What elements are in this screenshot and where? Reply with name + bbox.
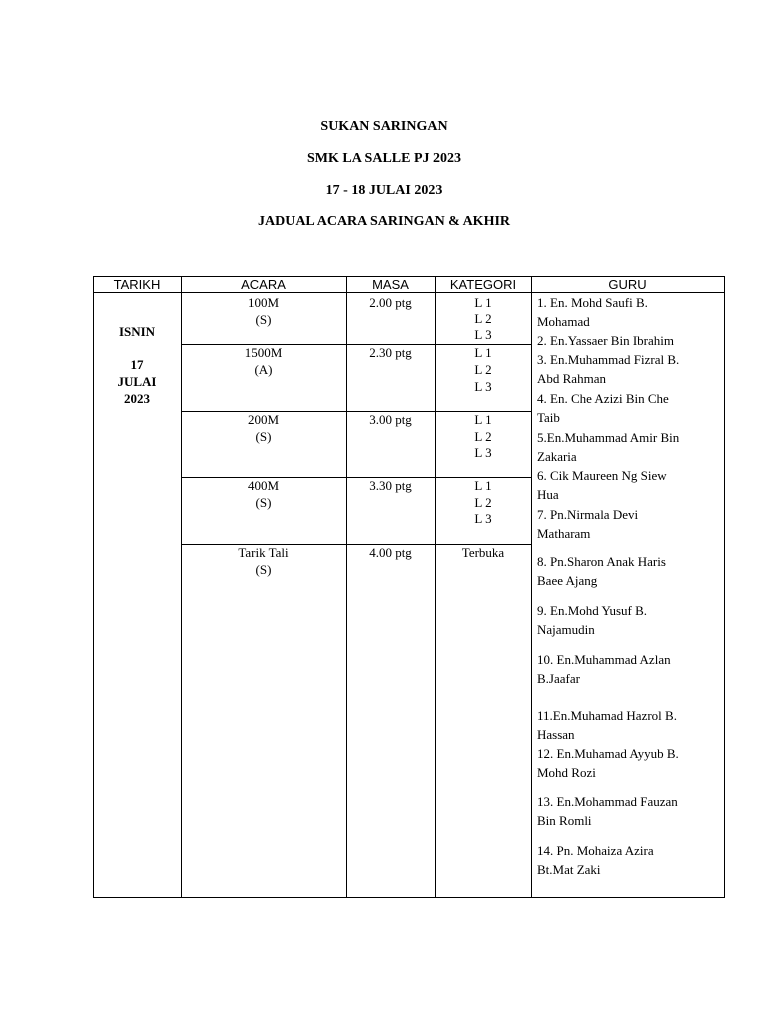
teacher-item: [537, 552, 717, 590]
teacher-name-line: 3. En.Muhammad Fizral B.: [537, 352, 680, 367]
event-name: 100M: [247, 295, 280, 310]
teacher-name-line: 7. Pn.Nirmala Devi: [537, 507, 639, 522]
event-type: (S): [255, 562, 272, 577]
schedule-table: [93, 276, 725, 898]
teacher-item: [537, 466, 717, 504]
teacher-name-line: 12. En.Muhamad Ayyub B.: [537, 746, 679, 761]
event-name: Tarik Tali: [238, 545, 289, 560]
teacher-item: [537, 389, 717, 427]
event-type: (S): [255, 495, 272, 510]
event-time: 3.00 ptg: [369, 412, 412, 427]
teacher-item: [537, 841, 717, 879]
teacher-item: [537, 792, 717, 830]
teacher-name-line: Bin Romli: [537, 813, 592, 828]
event-dates: 17 - 18 JULAI 2023: [325, 183, 443, 198]
teacher-item: [537, 428, 717, 466]
event-category: L 2: [474, 429, 492, 444]
teacher-name-line: Mohamad: [537, 314, 590, 329]
teacher-name-line: Matharam: [537, 526, 591, 541]
event-category: L 3: [474, 511, 492, 526]
doc-title: SUKAN SARINGAN: [320, 119, 448, 134]
event-category: Terbuka: [461, 545, 505, 560]
table-border-right: [724, 276, 725, 898]
event-name: 1500M: [244, 345, 283, 360]
event-time: 4.00 ptg: [369, 545, 412, 560]
school-name: SMK LA SALLE PJ 2023: [306, 151, 462, 166]
event-category: L 2: [474, 495, 492, 510]
teacher-name-line: Bt.Mat Zaki: [537, 862, 601, 877]
teacher-name-line: 1. En. Mohd Saufi B.: [537, 295, 648, 310]
teacher-item: [537, 331, 717, 350]
teacher-name-line: Taib: [537, 410, 560, 425]
header-kategori: KATEGORI: [449, 277, 517, 292]
teacher-item: [537, 350, 717, 388]
teacher-item: [537, 706, 717, 744]
header-masa: MASA: [372, 277, 409, 292]
teacher-name-line: Abd Rahman: [537, 371, 606, 386]
event-category: L 3: [474, 327, 492, 342]
day-weekday: ISNIN: [118, 324, 156, 339]
teacher-name-line: Hassan: [537, 727, 575, 742]
teacher-name-line: 10. En.Muhammad Azlan: [537, 652, 671, 667]
teacher-name-line: Baee Ajang: [537, 573, 598, 588]
teacher-name-line: 13. En.Mohammad Fauzan: [537, 794, 678, 809]
teacher-name-line: Najamudin: [537, 622, 595, 637]
col-divider-2: [346, 276, 347, 898]
teacher-item: [537, 601, 717, 639]
teacher-name-line: 2. En.Yassaer Bin Ibrahim: [537, 333, 674, 348]
teacher-name-line: 11.En.Muhamad Hazrol B.: [537, 708, 677, 723]
day-year: 2023: [124, 391, 150, 406]
teacher-name-line: Mohd Rozi: [537, 765, 596, 780]
teacher-name-line: B.Jaafar: [537, 671, 580, 686]
teacher-name-line: 14. Pn. Mohaiza Azira: [537, 843, 654, 858]
event-category: L 3: [474, 379, 492, 394]
day-date: 17: [130, 357, 144, 372]
col-divider-4: [531, 276, 532, 898]
event-category: L 1: [474, 345, 492, 360]
teacher-item: [537, 505, 717, 543]
event-category: L 1: [474, 478, 492, 493]
event-category: L 3: [474, 445, 492, 460]
teacher-name-line: Hua: [537, 487, 559, 502]
teacher-item: [537, 293, 717, 331]
header-tarikh: TARIKH: [113, 277, 161, 292]
event-name: 200M: [247, 412, 280, 427]
header-acara: ACARA: [241, 277, 286, 292]
event-time: 2.30 ptg: [369, 345, 412, 360]
teacher-name-line: Zakaria: [537, 449, 577, 464]
event-category: L 2: [474, 311, 492, 326]
teacher-item: [537, 744, 717, 782]
event-type: (S): [255, 312, 272, 327]
teacher-name-line: 4. En. Che Azizi Bin Che: [537, 391, 669, 406]
teacher-name-line: 5.En.Muhammad Amir Bin: [537, 430, 680, 445]
event-time: 3.30 ptg: [369, 478, 412, 493]
event-type: (A): [254, 362, 273, 377]
header-guru: GURU: [608, 277, 647, 292]
teacher-name-line: 8. Pn.Sharon Anak Haris: [537, 554, 666, 569]
event-category: L 1: [474, 412, 492, 427]
event-category: L 2: [474, 362, 492, 377]
event-category: L 1: [474, 295, 492, 310]
event-type: (S): [255, 429, 272, 444]
teacher-name-line: 9. En.Mohd Yusuf B.: [537, 603, 648, 618]
schedule-title: JADUAL ACARA SARINGAN & AKHIR: [257, 214, 511, 229]
teacher-name-line: 6. Cik Maureen Ng Siew: [537, 468, 667, 483]
day-month: JULAI: [117, 374, 157, 389]
event-name: 400M: [247, 478, 280, 493]
teacher-item: [537, 650, 717, 688]
table-border-bottom: [93, 897, 725, 898]
event-time: 2.00 ptg: [369, 295, 412, 310]
